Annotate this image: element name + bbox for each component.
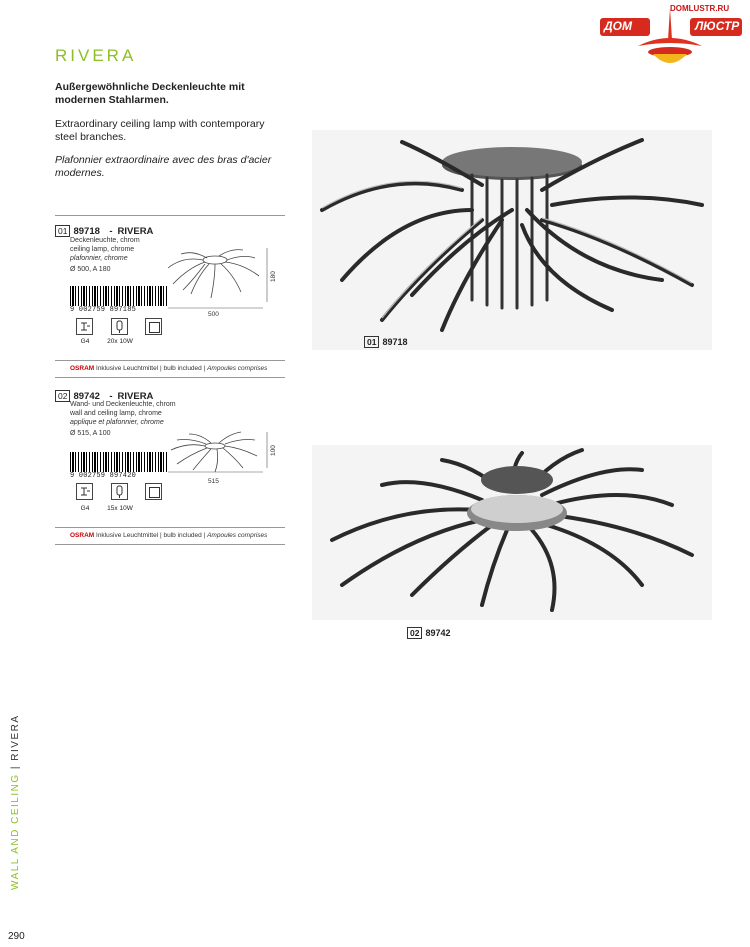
product-type-en: ceiling lamp, chrome	[70, 246, 135, 253]
product-type-en: wall and ceiling lamp, chrome	[70, 410, 162, 417]
page-number: 290	[8, 931, 25, 942]
description-de: Außergewöhnliche Deckenleuchte mit modernen Stahlarmen.	[55, 81, 245, 106]
description-en: Extraordinary ceiling lamp with contemporary steel branches.	[55, 118, 265, 143]
barcode-2	[70, 452, 168, 480]
product-name: RIVERA	[117, 391, 154, 402]
product-index: 02	[55, 390, 70, 402]
product-photo-89742	[312, 445, 712, 620]
product-name: RIVERA	[117, 226, 154, 237]
osram-de: Inklusive Leuchtmittel	[96, 365, 159, 372]
section-sidebar	[10, 714, 21, 890]
divider	[55, 377, 285, 378]
product-type-fr: plafonnier, chrome	[70, 255, 128, 262]
divider	[55, 215, 285, 216]
protection-class-icon	[145, 318, 162, 335]
dim-width: 500	[208, 311, 219, 318]
photo-label-code: 89718	[382, 337, 408, 347]
barcode-number: 9 002759 897420	[70, 472, 137, 480]
protection-class-icon	[145, 483, 162, 500]
logo-word2: ЛЮСТР	[695, 19, 740, 33]
description-fr: Plafonnier extraordinaire avec des bras d'acier modernes.	[55, 154, 272, 179]
product-index: 01	[55, 225, 70, 237]
sidebar-divider: |	[10, 764, 21, 770]
sidebar-section: WALL AND CEILING	[10, 773, 21, 890]
product-type-fr: applique et plafonnier, chrome	[70, 419, 164, 426]
osram-note-1: OSRAM Inklusive Leuchtmittel | bulb included | Ampoules comprises	[70, 365, 268, 372]
divider	[55, 527, 285, 528]
product-sep: -	[109, 226, 113, 237]
socket-icon	[76, 318, 93, 335]
page-title: RIVERA	[55, 46, 137, 65]
product-photo-89718	[312, 130, 712, 350]
photo-label-1	[364, 336, 408, 348]
osram-en: bulb included	[163, 532, 202, 539]
dim-height: 100	[270, 445, 277, 456]
lamp-line-drawing-icon	[163, 428, 273, 478]
bulb-icon	[111, 483, 128, 500]
osram-en: bulb included	[163, 365, 202, 372]
product-sep: -	[109, 391, 113, 402]
osram-logo: OSRAM	[70, 532, 95, 539]
product-dims: Ø 515, A 100	[70, 430, 111, 437]
photo-label-2	[407, 627, 451, 639]
barcode-number: 9 002759 897185	[70, 306, 137, 314]
product-code: 89718	[73, 226, 100, 237]
product-type-de: Wand- und Deckenleuchte, chrom	[70, 401, 176, 408]
osram-fr: Ampoules comprises	[207, 532, 268, 539]
dim-width: 515	[208, 478, 219, 485]
bulb-icon	[111, 318, 128, 335]
photo-label-code: 89742	[425, 628, 451, 638]
logo-site: DOMLUSTR.RU	[670, 4, 730, 13]
barcode-1	[70, 286, 168, 314]
product-type-de: Deckenleuchte, chrom	[70, 237, 140, 244]
socket-label: G4	[80, 505, 90, 512]
divider	[55, 544, 285, 545]
sidebar-series: RIVERA	[10, 714, 21, 761]
bulbs-label: 15x 10W	[107, 505, 133, 512]
dim-height: 180	[270, 271, 277, 282]
osram-de: Inklusive Leuchtmittel	[96, 532, 159, 539]
bulbs-label: 20x 10W	[107, 338, 133, 345]
socket-label: G4	[80, 338, 90, 345]
photo-label-num: 02	[407, 627, 422, 639]
socket-icon	[76, 483, 93, 500]
product-type-block-2	[70, 400, 176, 438]
product-dims: Ø 500, A 180	[70, 266, 111, 273]
osram-note-2: OSRAM Inklusive Leuchtmittel | bulb included | Ampoules comprises	[70, 532, 268, 539]
divider	[55, 360, 285, 361]
lamp-line-drawing-icon	[163, 246, 273, 316]
barcode-icon	[70, 286, 168, 306]
photo-label-num: 01	[364, 336, 379, 348]
osram-logo: OSRAM	[70, 365, 95, 372]
product-type-block-1	[70, 236, 140, 274]
logo-word1: ДОМ	[604, 19, 632, 33]
osram-fr: Ampoules comprises	[207, 365, 268, 372]
product-code: 89742	[73, 391, 100, 402]
barcode-icon	[70, 452, 168, 472]
